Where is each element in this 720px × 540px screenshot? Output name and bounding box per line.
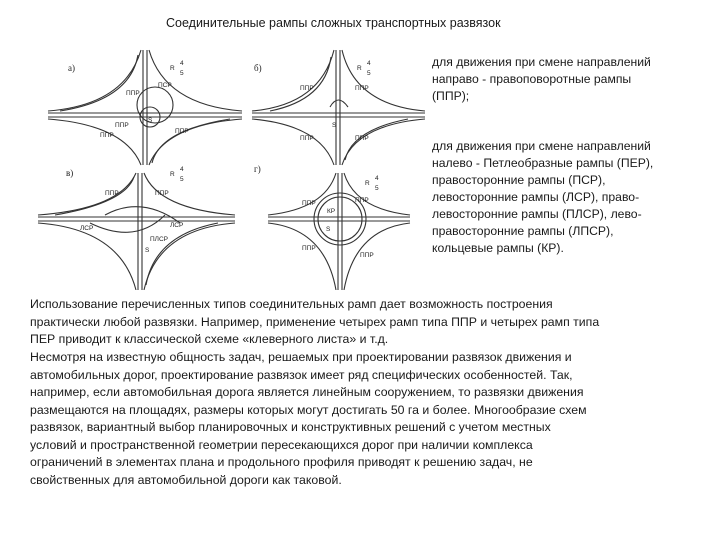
panel-a-frac-num: 4 [180,60,184,67]
text-line: условий и пространственной геометрии пересекающихся дорог при наличии комплекса [30,437,533,452]
panel-d-frac-num: 4 [375,175,379,182]
text-line: например, если автомобильная дорога является линейным сооружением, то развязки движения [30,385,584,399]
panel-c-diagram [38,173,235,290]
text-line: для движения при смене направлений [432,139,651,153]
text-line: налево - Петлеобразные рампы (ПЕР), [432,156,654,170]
panel-a-ramp-label: ППР [175,128,189,135]
text-line: размещаются на площадях, размеры которых могут достигать 50 га и более. Многообразие схем [30,402,587,417]
interchange-figure [30,45,425,290]
panel-d-label: г) [254,164,261,174]
panel-a-frac-den: 5 [180,70,184,77]
text-line: направо - правоповоротные рампы [432,72,632,86]
panel-a-label: а) [68,63,75,73]
panel-d-diagram [268,173,410,290]
left-ramps-desc [432,138,707,257]
panel-d-ramp-label: КР [327,208,336,215]
text-line: правосторонние рампы (ПСР), [432,173,606,187]
text-line: практически любой развязки. Например, применение четырех рамп типа ППР и четырех рамп типа [30,314,600,329]
panel-d-ramp-label: ППР [302,245,316,252]
panel-d-ramp-label: ППР [360,252,374,259]
panel-c-frac-num: 4 [180,166,184,173]
paragraph-usage [30,296,695,349]
interchange-diagrams [30,45,425,290]
text-line: левосторонние рампы (ПЛСР), лево- [432,207,642,221]
panel-c-frac-r: R [170,171,175,178]
page-title: Соединительные рампы сложных транспортных развязок [166,16,501,30]
panel-d-frac-den: 5 [375,185,379,192]
panel-c-ramp-label: ППР [155,190,169,197]
panel-b-frac-den: 5 [367,70,371,77]
panel-d-ramp-label: ППР [355,197,369,204]
panel-b-ramp-label: ППР [355,85,369,92]
panel-a-ramp-label: ППР [100,132,114,139]
panel-b-label: б) [254,63,262,73]
panel-b-frac-num: 4 [367,60,371,67]
text-line: для движения при смене направлений [432,55,651,69]
text-line: Использование перечисленных типов соединительных рамп дает возможность построения [30,297,553,311]
panel-d-frac-r: R [365,180,370,187]
panel-a-frac-r: R [170,65,175,72]
text-line: развязок, вариантный выбор планировочных и конструктивных решений с учетом местных [30,420,551,434]
panel-b-ramp-label: ППР [300,135,314,142]
panel-c-ramp-label: ПЛСР [150,236,168,243]
panel-b-frac-r: R [357,65,362,72]
text-line: правосторонние рампы (ЛПСР), [432,224,614,238]
panel-a-ramp-label: ППР [115,122,129,129]
text-line: свойственных для автомобильной дороги как таковой. [30,472,342,487]
panel-b-ramp-label: S [332,122,337,129]
panel-b-ramp-label: ППР [355,135,369,142]
panel-a-ramp-label: S [148,117,153,124]
panel-c-ramp-label: ЛСР [80,225,94,232]
panel-d-ramp-label: S [326,226,331,233]
panel-c-ramp-label: S [145,247,150,254]
paragraph-features [30,349,695,489]
text-line: левосторонние рампы (ЛСР), право- [432,190,640,204]
text-line: (ППР); [432,89,470,103]
panel-d-ramp-label: ППР [302,200,316,207]
panel-c-ramp-label: ЛСР [170,222,184,229]
text-line: кольцевые рампы (КР). [432,241,564,255]
panel-b-ramp-label: ППР [300,85,314,92]
text-line: Несмотря на известную общность задач, решаемых при проектировании развязок движения и [30,350,572,364]
panel-a-ramp-label: ПСР [158,82,172,89]
text-line: ограничений в элементах плана и продольного профиля приводят к решению задач, не [30,455,533,469]
text-line: автомобильных дорог, проектирование развязок имеет ряд специфических особенностей. Так, [30,367,573,382]
panel-c-frac-den: 5 [180,176,184,183]
panel-b-diagram [252,50,425,165]
right-ramps-desc [432,54,712,105]
panel-c-label: в) [66,168,74,178]
text-line: ПЕР приводит к классической схеме «клеверного листа» и т.д. [30,332,389,346]
panel-a-diagram [48,50,242,165]
panel-a-ramp-label: ППР [126,90,140,97]
panel-c-ramp-label: ППР [105,190,119,197]
